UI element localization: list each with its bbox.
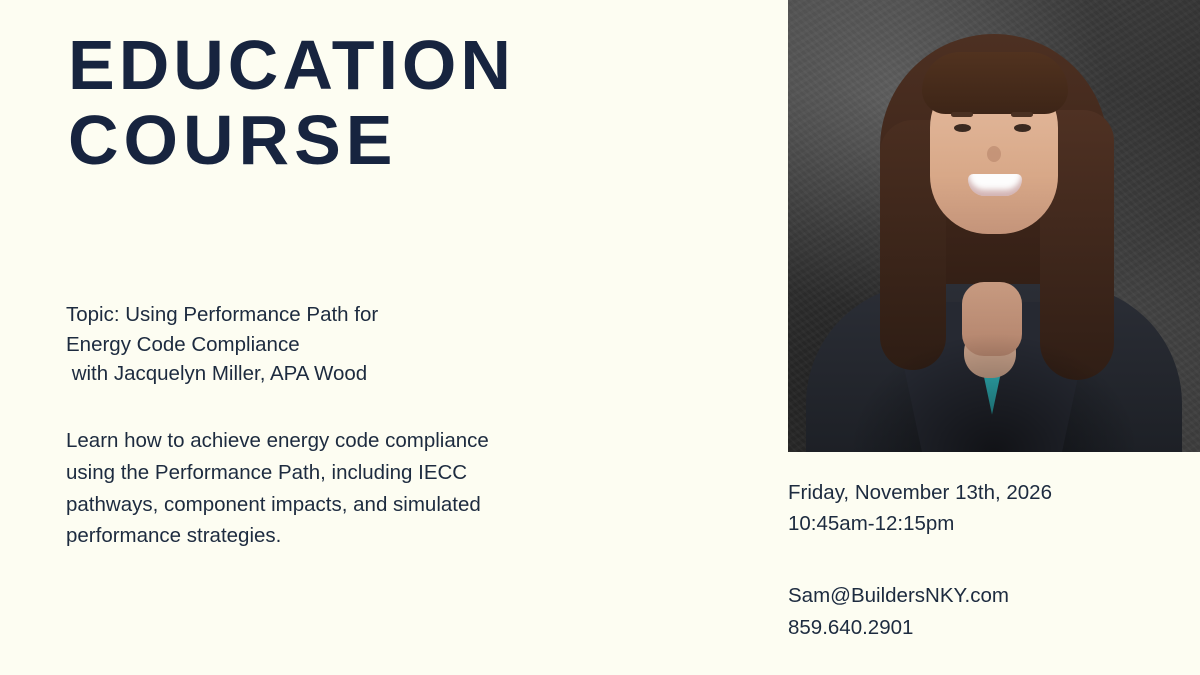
photo-subject [788, 0, 1200, 452]
title-line-2: COURSE [68, 101, 398, 180]
eyebrow-right [1011, 112, 1033, 117]
event-datetime [788, 478, 1200, 540]
smile [968, 174, 1022, 196]
topic-line-2: Energy Code Compliance [66, 332, 300, 356]
eyebrow-left [951, 112, 973, 117]
eye-right [1014, 124, 1031, 132]
nose [987, 146, 1001, 162]
topic-block [66, 300, 666, 389]
topic-speaker: with Jacquelyn Miller, APA Wood [66, 362, 368, 386]
contact-email[interactable]: Sam@BuildersNKY.com [788, 584, 1009, 607]
hair-fringe [922, 52, 1068, 114]
event-time: 10:45am-12:15pm [788, 511, 955, 535]
course-description: Learn how to achieve energy code compliance using the Performance Path, including IECC pathways, component impacts, and simulated performance strategies. [66, 429, 489, 548]
eye-left [954, 124, 971, 132]
speaker-photo [788, 0, 1200, 452]
right-content-column [788, 0, 1200, 675]
contact-phone[interactable]: 859.640.2901 [788, 615, 914, 639]
page-title [68, 26, 708, 180]
topic-line-1: Topic: Using Performance Path for [66, 303, 379, 326]
title-line-1: EDUCATION [68, 26, 515, 104]
event-date: Friday, November 13th, 2026 [788, 481, 1052, 504]
contact-info [788, 580, 1200, 644]
